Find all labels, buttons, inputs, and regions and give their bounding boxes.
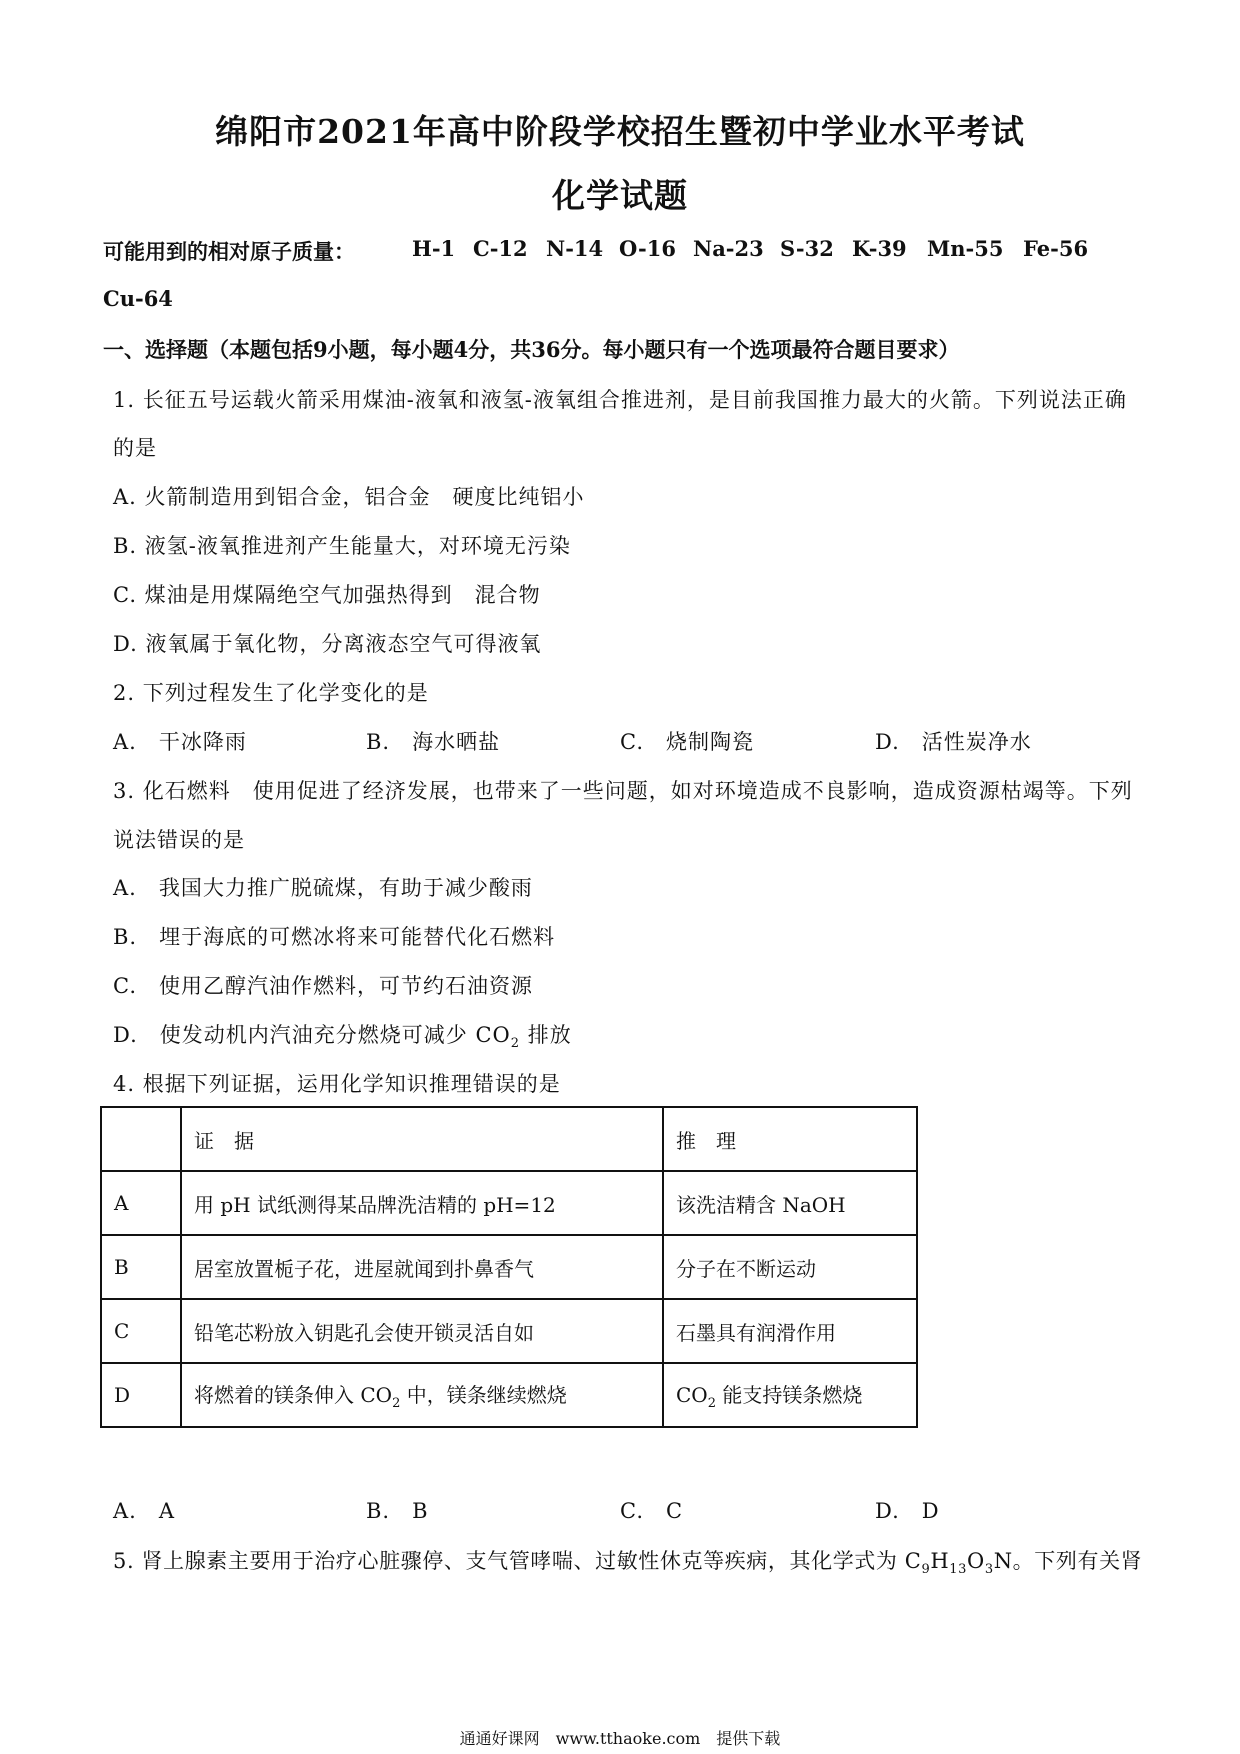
inference-cell: 石墨具有润滑作用 [663, 1299, 917, 1363]
q5-stem: 5. 肾上腺素主要用于治疗心脏骤停、支气管哮喘、过敏性休克等疾病，其化学式为 $C_9H_{13}O_3N$。下列有关肾 [113, 1549, 1143, 1578]
atomic-mass-item: Cu-64 [103, 286, 173, 311]
exam-subtitle: 化学试题 [552, 176, 688, 215]
q4-option-c: C. C [620, 1499, 684, 1523]
inference-cell: $CO_2$ 能支持镁条燃烧 [663, 1363, 917, 1427]
atomic-mass-item: N-14 [546, 236, 604, 261]
q4-option-d: D. D [875, 1499, 940, 1523]
q1-stem-line1: 1. 长征五号运载火箭采用煤油-液氧和液氢-液氧组合推进剂，是目前我国推力最大的火箭。下列说法正确 [113, 388, 1127, 412]
atomic-mass-item: C-12 [473, 236, 528, 261]
q2-option-a: A. 干冰降雨 [113, 730, 247, 754]
q3-option-c: C. 使用乙醇汽油作燃料，可节约石油资源 [113, 974, 533, 998]
q1-option-d: D. 液氧属于氧化物，分离液态空气可得液氧 [113, 632, 542, 656]
table-row [101, 1235, 917, 1299]
q4-stem: 4. 根据下列证据，运用化学知识推理错误的是 [113, 1072, 561, 1096]
q3-option-b: B. 埋于海底的可燃冰将来可能替代化石燃料 [113, 925, 556, 949]
q4-option-a: A. A [113, 1499, 176, 1523]
footer-text: 通通好课网 www.tthaoke.com 提供下载 [459, 1729, 781, 1748]
row-label: C [101, 1299, 181, 1363]
q4-option-b: B. B [366, 1499, 429, 1523]
table-header-row [101, 1107, 917, 1171]
q2-stem: 2. 下列过程发生了化学变化的是 [113, 681, 429, 705]
q3-option-d: D. 使发动机内汽油充分燃烧可减少 $CO_2$ 排放 [113, 1023, 572, 1052]
table-row [101, 1171, 917, 1235]
evidence-table [100, 1106, 918, 1428]
table-header-cell: 推 理 [663, 1107, 917, 1171]
atomic-mass-item: K-39 [852, 236, 907, 261]
atomic-mass-item: Na-23 [693, 236, 764, 261]
evidence-cell: 将燃着的镁条伸入 $CO_2$ 中，镁条继续燃烧 [181, 1363, 663, 1427]
q3-option-a: A. 我国大力推广脱硫煤，有助于减少酸雨 [113, 876, 533, 900]
table-header-cell: 证 据 [181, 1107, 663, 1171]
section-heading: 一、选择题（本题包括9小题，每小题4分，共36分。每小题只有一个选项最符合题目要求） [103, 337, 960, 362]
table-row [101, 1299, 917, 1363]
inference-cell: 分子在不断运动 [663, 1235, 917, 1299]
q3-stem-line2: 说法错误的是 [113, 828, 245, 852]
row-label: D [101, 1363, 181, 1427]
atomic-mass-item: Mn-55 [927, 236, 1004, 261]
atomic-mass-item: S-32 [780, 236, 834, 261]
exam-title: 绵阳市2021年高中阶段学校招生暨初中学业水平考试 [215, 112, 1025, 151]
q1-option-a: A. 火箭制造用到铝合金，铝合金 硬度比纯铝小 [113, 485, 585, 509]
q3-stem-line1: 3. 化石燃料 使用促进了经济发展，也带来了一些问题，如对环境造成不良影响，造成资源枯竭等。下列 [113, 779, 1133, 803]
evidence-cell: 用 pH 试纸测得某品牌洗洁精的 pH=12 [181, 1171, 663, 1235]
q2-option-c: C. 烧制陶瓷 [620, 730, 754, 754]
atomic-mass-item: O-16 [619, 236, 677, 261]
inference-cell: 该洗洁精含 NaOH [663, 1171, 917, 1235]
q1-stem-line2: 的是 [113, 436, 157, 460]
q2-option-d: D. 活性炭净水 [875, 730, 1032, 754]
evidence-cell: 铅笔芯粉放入钥匙孔会使开锁灵活自如 [181, 1299, 663, 1363]
q1-option-b: B. 液氢-液氧推进剂产生能量大，对环境无污染 [113, 534, 571, 558]
q2-option-b: B. 海水晒盐 [366, 730, 501, 754]
q1-option-c: C. 煤油是用煤隔绝空气加强热得到 混合物 [113, 583, 541, 607]
row-label: A [101, 1171, 181, 1235]
table-header-cell [101, 1107, 181, 1171]
evidence-cell: 居室放置栀子花，进屋就闻到扑鼻香气 [181, 1235, 663, 1299]
atomic-mass-label: 可能用到的相对原子质量： [103, 239, 355, 264]
atomic-mass-item: Fe-56 [1023, 236, 1089, 261]
row-label: B [101, 1235, 181, 1299]
table-row [101, 1363, 917, 1427]
atomic-mass-item: H-1 [412, 236, 456, 261]
